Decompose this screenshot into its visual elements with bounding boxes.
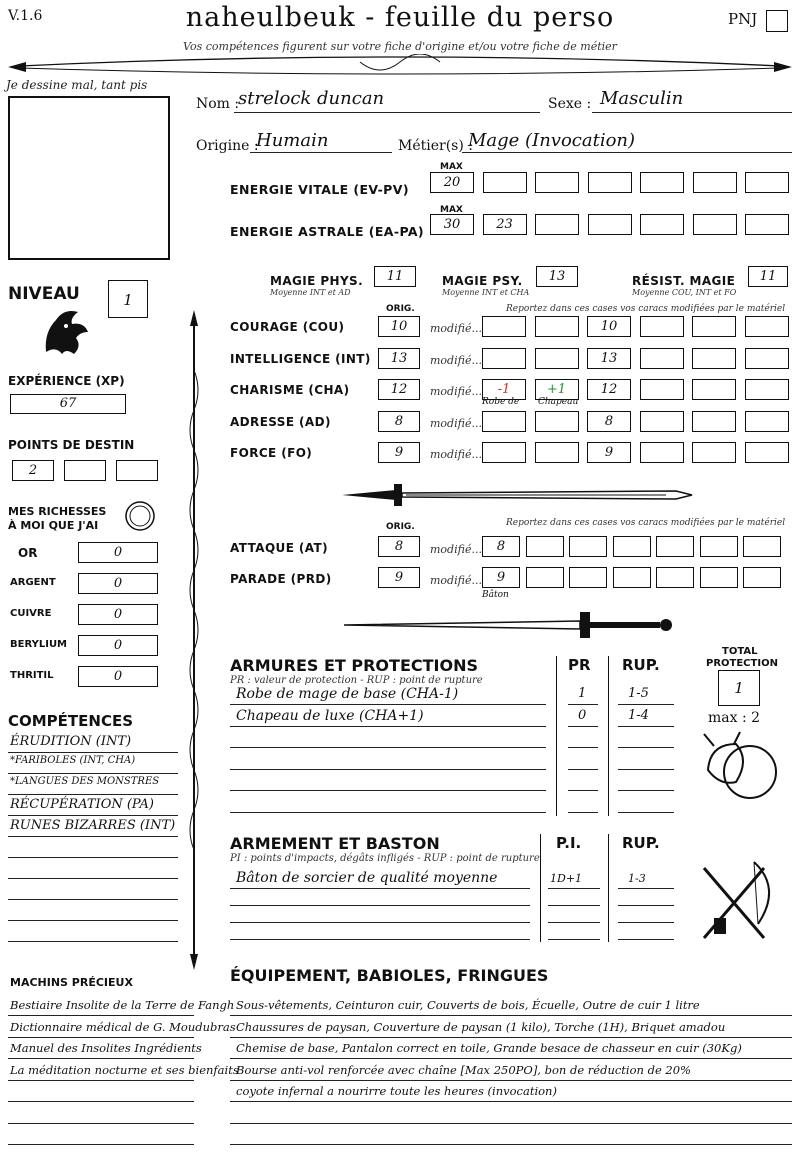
- skill-line: [8, 752, 178, 753]
- weapon-line: [618, 922, 674, 923]
- equipment-line: [230, 1144, 792, 1145]
- precious-title: MACHINS PRÉCIEUX: [10, 976, 133, 989]
- armor-line: [230, 812, 546, 813]
- stat-mod-box[interactable]: [482, 316, 526, 337]
- xp-box[interactable]: 67: [10, 394, 126, 414]
- skill-item[interactable]: RÉCUPÉRATION (PA): [10, 797, 154, 812]
- stat-mod-box[interactable]: [692, 316, 736, 337]
- stat-mod-box[interactable]: [535, 442, 579, 463]
- combat-label: PARADE (PRD): [230, 572, 332, 586]
- skill-line: [8, 836, 178, 837]
- armor-line: [230, 704, 546, 705]
- destiny-box-2[interactable]: [116, 460, 158, 481]
- ev-box-2[interactable]: [535, 172, 579, 193]
- equipment-item[interactable]: Chaussures de paysan, Couverture de paysan (1 kilo), Torche (1H), Briquet amadou: [236, 1019, 726, 1034]
- combat-mod-box[interactable]: [656, 567, 694, 588]
- stat-modified-label: modifié...: [430, 385, 482, 398]
- wealth-label-1: MES RICHESSES: [8, 505, 107, 518]
- stat-mod-box[interactable]: [482, 348, 526, 369]
- magic-psy-label: MAGIE PSY.: [442, 274, 523, 288]
- equipment-line: [230, 1015, 792, 1016]
- equipment-line: [230, 1080, 792, 1081]
- wealth-name: OR: [18, 546, 38, 560]
- total-protection-max: max : 2: [708, 710, 761, 726]
- stat-note-chapeau: Chapeau: [538, 397, 579, 407]
- resist-magic-sub: Moyenne COU, INT et FO: [632, 288, 737, 297]
- precious-line: [8, 1144, 194, 1145]
- stat-mod-box[interactable]: [692, 442, 736, 463]
- armor-line: [618, 704, 674, 705]
- armor-pr[interactable]: 0: [578, 707, 587, 723]
- weapon-line: [548, 939, 600, 940]
- combat-mod-box[interactable]: [613, 536, 651, 557]
- weapons-title: ARMEMENT ET BASTON: [230, 834, 440, 853]
- combat-mod-box[interactable]: [613, 567, 651, 588]
- combat-orig-label: ORIG.: [386, 522, 415, 532]
- combat-modified-label: modifié...: [430, 574, 482, 587]
- wealth-name: BERYLIUM: [10, 639, 68, 650]
- combat-mod-box[interactable]: [526, 536, 564, 557]
- pnj-checkbox[interactable]: [766, 10, 788, 32]
- armor-line: [568, 769, 598, 770]
- stat-mod-box[interactable]: [640, 316, 684, 337]
- equipment-item[interactable]: Bourse anti-vol renforcée avec chaîne [Max 250PO], bon de réduction de 20%: [236, 1062, 691, 1077]
- armor-line: [568, 704, 598, 705]
- weapon-rup[interactable]: 1-3: [628, 872, 646, 885]
- resist-magic-label: RÉSIST. MAGIE: [632, 274, 736, 288]
- armor-line: [230, 769, 546, 770]
- stat-mod-box[interactable]: [640, 442, 684, 463]
- armor-name[interactable]: Chapeau de luxe (CHA+1): [236, 707, 424, 724]
- name-label: Nom :: [196, 96, 240, 112]
- ea-box-4[interactable]: [640, 214, 684, 235]
- combat-mod-box[interactable]: [526, 567, 564, 588]
- stat-orig-box[interactable]: 10: [378, 316, 420, 337]
- stat-label: COURAGE (COU): [230, 320, 345, 334]
- armor-rup[interactable]: 1-5: [628, 686, 649, 701]
- ea-box-1[interactable]: 23: [483, 214, 527, 235]
- precious-line: [8, 1058, 194, 1059]
- stat-mod-box[interactable]: [482, 411, 526, 432]
- ea-box-2[interactable]: [535, 214, 579, 235]
- destiny-box-0[interactable]: 2: [12, 460, 54, 481]
- stat-mod-box[interactable]: [745, 442, 789, 463]
- stats-note: Reportez dans ces cases vos caracs modifiées par le matériel: [506, 304, 786, 314]
- armor-line: [568, 790, 598, 791]
- coin-icon: [124, 500, 156, 532]
- stat-mod-box[interactable]: [745, 348, 789, 369]
- stat-mod-box[interactable]: [535, 316, 579, 337]
- stat-modified-label: modifié...: [430, 448, 482, 461]
- armor-sub: PR : valeur de protection - RUP : point de rupture: [230, 675, 483, 686]
- armor-rup[interactable]: 1-4: [628, 707, 649, 723]
- total-protection-label-1: TOTAL: [722, 646, 758, 657]
- armor-line: [230, 726, 546, 727]
- destiny-label: POINTS DE DESTIN: [8, 438, 135, 452]
- stat-modified-label: modifié...: [430, 416, 482, 430]
- armor-line: [568, 747, 598, 748]
- combat-mod-box[interactable]: [700, 536, 738, 557]
- stat-mod-box[interactable]: [745, 379, 789, 400]
- skill-line: [8, 773, 178, 774]
- origin-label: Origine :: [196, 138, 259, 154]
- armor-line: [230, 747, 546, 748]
- skill-line: [8, 857, 178, 858]
- combat-orig-box[interactable]: 9: [378, 567, 420, 588]
- stat-modified-label: modifié...: [430, 353, 482, 367]
- stat-mod-box[interactable]: [535, 411, 579, 432]
- stat-orig-box[interactable]: 9: [378, 442, 420, 463]
- armor-line: [618, 769, 674, 770]
- skill-line: [8, 941, 178, 942]
- stat-label: CHARISME (CHA): [230, 383, 350, 397]
- weapon-line: [548, 905, 600, 906]
- weapon-line: [618, 888, 674, 889]
- ev-label: ENERGIE VITALE (EV-PV): [230, 182, 409, 197]
- precious-line: [8, 1123, 194, 1124]
- weapon-pi[interactable]: 1D+1: [550, 872, 583, 885]
- precious-item[interactable]: La méditation nocturne et ses bienfaits: [10, 1062, 239, 1077]
- magic-phys-label: MAGIE PHYS.: [270, 274, 364, 288]
- magic-phys-box[interactable]: 11: [374, 266, 416, 287]
- weapon-line: [618, 905, 674, 906]
- weapon-line: [548, 922, 600, 923]
- armor-line: [618, 726, 674, 727]
- sex-field[interactable]: Masculin: [600, 88, 684, 109]
- stat-label: ADRESSE (AD): [230, 414, 331, 429]
- equipment-line: [230, 1101, 792, 1102]
- stat-modified-label: modifié...: [430, 322, 482, 335]
- sword-icon: [340, 610, 680, 640]
- combat-mod-box[interactable]: 9: [482, 567, 520, 588]
- level-box[interactable]: 1: [108, 280, 148, 318]
- skill-line: [8, 878, 178, 879]
- helmet-shield-icon: [700, 730, 780, 810]
- armor-title: ARMURES ET PROTECTIONS: [230, 656, 478, 675]
- stat-mod-box[interactable]: +1: [535, 379, 579, 400]
- ea-box-0[interactable]: 30: [430, 214, 474, 235]
- ea-box-6[interactable]: [745, 214, 789, 235]
- armor-pr-label: PR: [568, 656, 591, 674]
- stat-mod-box[interactable]: [535, 348, 579, 369]
- stat-mod-box[interactable]: [745, 411, 789, 432]
- stat-mod-box[interactable]: [745, 316, 789, 337]
- weapons-sub: PI : points d'impacts, dégâts infligés - RUP : point de rupture: [230, 853, 540, 864]
- armor-pr[interactable]: 1: [578, 686, 587, 701]
- stat-mod-box[interactable]: 9: [587, 442, 631, 463]
- stat-orig-box[interactable]: 8: [378, 411, 420, 432]
- weapon-line: [548, 888, 600, 889]
- total-protection-label-2: PROTECTION: [706, 658, 778, 669]
- equipment-line: [230, 1037, 792, 1038]
- wealth-box-0[interactable]: 0: [78, 542, 158, 563]
- stat-label: FORCE (FO): [230, 446, 313, 460]
- ev-box-1[interactable]: [483, 172, 527, 193]
- equipment-item[interactable]: Sous-vêtements, Ceinturon cuir, Couverts de bois, Écuelle, Outre de cuir 1 litre: [236, 998, 700, 1012]
- armor-line: [230, 790, 546, 791]
- stat-mod-box[interactable]: [692, 379, 736, 400]
- wealth-label-2: À MOI QUE J'AI: [8, 519, 99, 532]
- combat-mod-box[interactable]: [743, 536, 781, 557]
- armor-rup-label: RUP.: [622, 656, 660, 674]
- armor-line: [618, 812, 674, 813]
- magic-psy-box[interactable]: 13: [536, 266, 578, 287]
- precious-item[interactable]: Bestiaire Insolite de la Terre de Fangh: [10, 998, 235, 1012]
- equipment-line: [230, 1058, 792, 1059]
- combat-mod-box[interactable]: [656, 536, 694, 557]
- ev-box-3[interactable]: [588, 172, 632, 193]
- resist-magic-box[interactable]: 11: [748, 266, 788, 287]
- stat-label: INTELLIGENCE (INT): [230, 351, 371, 366]
- armor-line: [568, 812, 598, 813]
- stat-mod-box[interactable]: [640, 348, 684, 369]
- sex-label: Sexe :: [548, 96, 592, 112]
- stat-mod-box[interactable]: [692, 411, 736, 432]
- combat-mod-box[interactable]: [569, 536, 607, 557]
- stat-orig-box[interactable]: 13: [378, 348, 420, 369]
- job-label: Métier(s) :: [398, 138, 473, 154]
- skill-line: [8, 794, 178, 795]
- sword-icon: [336, 480, 696, 510]
- combat-label: ATTAQUE (AT): [230, 541, 328, 555]
- name-field[interactable]: strelock duncan: [238, 88, 385, 109]
- weapon-line: [230, 905, 530, 906]
- stat-mod-box[interactable]: 8: [587, 411, 631, 432]
- page-title: naheulbeuk - feuille du perso: [185, 2, 615, 33]
- precious-line: [8, 1015, 194, 1016]
- origin-field[interactable]: Humain: [256, 130, 329, 151]
- portrait-caption: Je dessine mal, tant pis: [6, 78, 148, 92]
- ev-box-4[interactable]: [640, 172, 684, 193]
- skill-item[interactable]: *LANGUES DES MONSTRES: [10, 776, 160, 787]
- ev-box-0[interactable]: 20: [430, 172, 474, 193]
- weapons-icon: [694, 858, 784, 948]
- pnj-label: PNJ: [728, 10, 758, 28]
- armor-name[interactable]: Robe de mage de base (CHA-1): [236, 686, 459, 702]
- combat-note-baton: Bâton: [482, 590, 509, 600]
- equipment-item[interactable]: coyote infernal a nourirre toute les heures (invocation): [236, 1084, 557, 1098]
- skills-title: COMPÉTENCES: [8, 712, 134, 730]
- stat-mod-box[interactable]: [692, 348, 736, 369]
- skill-item[interactable]: RUNES BIZARRES (INT): [10, 818, 176, 833]
- destiny-box-1[interactable]: [64, 460, 106, 481]
- skill-line: [8, 920, 178, 921]
- ev-box-6[interactable]: [745, 172, 789, 193]
- ea-box-5[interactable]: [693, 214, 737, 235]
- level-label: NIVEAU: [8, 284, 80, 304]
- stat-note-robe: Robe de: [482, 397, 520, 407]
- combat-orig-box[interactable]: 8: [378, 536, 420, 557]
- equipment-line: [230, 1123, 792, 1124]
- magic-psy-sub: Moyenne INT et CHA: [442, 288, 530, 297]
- stat-mod-box[interactable]: [640, 411, 684, 432]
- weapon-line: [618, 939, 674, 940]
- stat-mod-box[interactable]: -1: [482, 379, 526, 400]
- ea-box-3[interactable]: [588, 214, 632, 235]
- wealth-box-1[interactable]: 0: [78, 573, 158, 594]
- weapon-line: [230, 888, 530, 889]
- dragon-icon: [36, 302, 96, 362]
- equipment-item[interactable]: Chemise de base, Pantalon correct en toile, Grande besace de chasseur en cuir (30Kg): [236, 1041, 742, 1055]
- weapon-line: [230, 922, 530, 923]
- staff-icon: [184, 310, 204, 970]
- precious-line: [8, 1101, 194, 1102]
- total-protection-box[interactable]: 1: [718, 670, 760, 706]
- wealth-name: THRITIL: [10, 670, 54, 681]
- combat-mod-box[interactable]: [700, 567, 738, 588]
- wealth-name: ARGENT: [10, 577, 56, 588]
- combat-mod-box[interactable]: [743, 567, 781, 588]
- stat-mod-box[interactable]: 13: [587, 348, 631, 369]
- skill-item[interactable]: ÉRUDITION (INT): [10, 734, 132, 749]
- wealth-box-3[interactable]: 0: [78, 635, 158, 656]
- combat-modified-label: modifié...: [430, 543, 482, 556]
- precious-line: [8, 1037, 194, 1038]
- xp-label: EXPÉRIENCE (XP): [8, 374, 125, 388]
- wealth-name: CUIVRE: [10, 608, 52, 619]
- wealth-box-4[interactable]: 0: [78, 666, 158, 687]
- armor-line: [568, 726, 598, 727]
- equipment-title: ÉQUIPEMENT, BABIOLES, FRINGUES: [230, 966, 549, 985]
- wealth-box-2[interactable]: 0: [78, 604, 158, 625]
- stat-orig-box[interactable]: 12: [378, 379, 420, 400]
- combat-mod-box[interactable]: 8: [482, 536, 520, 557]
- stats-orig-label: ORIG.: [386, 304, 415, 314]
- weapon-line: [230, 939, 530, 940]
- ev-box-5[interactable]: [693, 172, 737, 193]
- precious-item[interactable]: Dictionnaire médical de G. Moudubras: [10, 1019, 236, 1034]
- magic-phys-sub: Moyenne INT et AD: [270, 288, 351, 297]
- version-label: V.1.6: [8, 8, 43, 24]
- ea-max-label: MAX: [440, 205, 463, 215]
- stat-mod-box[interactable]: 10: [587, 316, 631, 337]
- job-field[interactable]: Mage (Invocation): [468, 130, 636, 151]
- skill-line: [8, 899, 178, 900]
- stat-mod-box[interactable]: [640, 379, 684, 400]
- skill-line: [8, 815, 178, 816]
- precious-item[interactable]: Manuel des Insolites Ingrédients: [10, 1041, 202, 1055]
- combat-note: Reportez dans ces cases vos caracs modifiées par le matériel: [506, 518, 786, 528]
- combat-mod-box[interactable]: [569, 567, 607, 588]
- ea-label: ENERGIE ASTRALE (EA-PA): [230, 224, 425, 239]
- weapons-pi-label: P.I.: [556, 834, 582, 852]
- armor-line: [618, 790, 674, 791]
- precious-line: [8, 1080, 194, 1081]
- weapons-rup-label: RUP.: [622, 834, 660, 852]
- armor-line: [618, 747, 674, 748]
- skill-item[interactable]: *FARIBOLES (INT, CHA): [10, 755, 136, 766]
- portrait-box[interactable]: [8, 96, 170, 260]
- ev-max-label: MAX: [440, 162, 463, 172]
- page-subtitle: Vos compétences figurent sur votre fiche d'origine et/ou votre fiche de métier: [183, 40, 617, 53]
- weapon-name[interactable]: Bâton de sorcier de qualité moyenne: [236, 870, 498, 886]
- stat-mod-box[interactable]: 12: [587, 379, 631, 400]
- stat-mod-box[interactable]: [482, 442, 526, 463]
